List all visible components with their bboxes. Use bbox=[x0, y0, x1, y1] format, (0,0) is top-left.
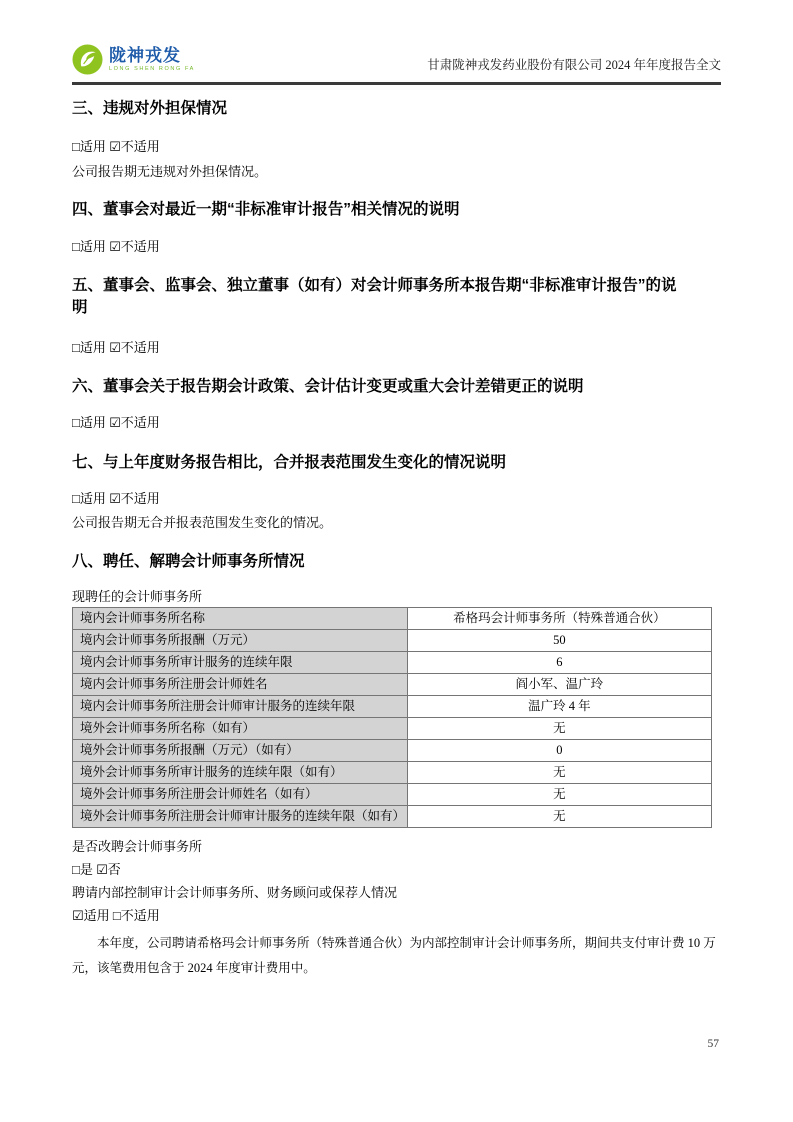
section-heading-4: 四、董事会对最近一期“非标准审计报告”相关情况的说明 bbox=[72, 201, 460, 218]
table-row bbox=[73, 740, 712, 762]
page-content bbox=[72, 98, 721, 981]
row-label: 境内会计师事务所注册会计师审计服务的连续年限 bbox=[73, 696, 408, 718]
row-value: 无 bbox=[407, 718, 711, 740]
section-note: 公司报告期无合并报表范围发生变化的情况。 bbox=[72, 515, 333, 530]
applicability-checkboxes: □适用 ☑不适用 bbox=[72, 491, 160, 506]
section-heading-5: 五、董事会、监事会、独立董事（如有）对会计师事务所本报告期“非标准审计报告”的说明 bbox=[72, 277, 677, 316]
row-label: 境内会计师事务所注册会计师姓名 bbox=[73, 674, 408, 696]
table-row bbox=[73, 630, 712, 652]
row-label: 境外会计师事务所注册会计师审计服务的连续年限（如有） bbox=[73, 806, 408, 828]
table-row bbox=[73, 762, 712, 784]
row-label: 境内会计师事务所审计服务的连续年限 bbox=[73, 652, 408, 674]
auditor-info-table bbox=[72, 607, 712, 828]
answer-internal-control-checkboxes: ☑适用 □不适用 bbox=[72, 908, 160, 923]
table-row bbox=[73, 784, 712, 806]
row-label: 境内会计师事务所名称 bbox=[73, 608, 408, 630]
row-value: 无 bbox=[407, 784, 711, 806]
row-label: 境外会计师事务所名称（如有） bbox=[73, 718, 408, 740]
table-row bbox=[73, 696, 712, 718]
page-header bbox=[72, 0, 721, 85]
applicability-checkboxes: □适用 ☑不适用 bbox=[72, 340, 160, 355]
section-note: 公司报告期无违规对外担保情况。 bbox=[72, 164, 268, 179]
question-change-auditor: 是否改聘会计师事务所 bbox=[72, 839, 203, 854]
logo-brand-cn: 陇神戎发 bbox=[109, 45, 181, 65]
row-label: 境外会计师事务所审计服务的连续年限（如有） bbox=[73, 762, 408, 784]
row-value: 0 bbox=[407, 740, 711, 762]
row-value: 无 bbox=[407, 806, 711, 828]
logo-circle-icon bbox=[72, 44, 103, 75]
answer-change-auditor-checkboxes: □是 ☑否 bbox=[72, 862, 121, 877]
table-row bbox=[73, 608, 712, 630]
row-label: 境内会计师事务所报酬（万元） bbox=[73, 630, 408, 652]
document-title: 甘肃陇神戎发药业股份有限公司 2024 年年度报告全文 bbox=[427, 58, 721, 72]
row-label: 境外会计师事务所注册会计师姓名（如有） bbox=[73, 784, 408, 806]
applicability-checkboxes: □适用 ☑不适用 bbox=[72, 139, 160, 154]
row-value: 温广玲 4 年 bbox=[407, 696, 711, 718]
row-value: 50 bbox=[407, 630, 711, 652]
section-heading-8: 八、聘任、解聘会计师事务所情况 bbox=[72, 553, 305, 570]
table-row bbox=[73, 718, 712, 740]
table-row bbox=[73, 806, 712, 828]
internal-audit-paragraph: 本年度，公司聘请希格玛会计师事务所（特殊普通合伙）为内部控制审计会计师事务所，期间共支付审计费 10 万元，该笔费用包含于 2024 年度审计费用中。 bbox=[72, 936, 716, 975]
applicability-checkboxes: □适用 ☑不适用 bbox=[72, 239, 160, 254]
section-heading-3: 三、违规对外担保情况 bbox=[72, 100, 228, 117]
section-heading-6: 六、董事会关于报告期会计政策、会计估计变更或重大会计差错更正的说明 bbox=[72, 378, 584, 395]
row-value: 阎小军、温广玲 bbox=[407, 674, 711, 696]
row-value: 6 bbox=[407, 652, 711, 674]
table-row bbox=[73, 674, 712, 696]
logo-brand-en: LONG SHEN RONG FA bbox=[109, 65, 195, 72]
applicability-checkboxes: □适用 ☑不适用 bbox=[72, 415, 160, 430]
row-value: 希格玛会计师事务所（特殊普通合伙） bbox=[407, 608, 711, 630]
company-logo bbox=[72, 44, 195, 75]
section-heading-7: 七、与上年度财务报告相比，合并报表范围发生变化的情况说明 bbox=[72, 454, 507, 471]
question-internal-control-auditor: 聘请内部控制审计会计师事务所、财务顾问或保荐人情况 bbox=[72, 885, 398, 900]
row-value: 无 bbox=[407, 762, 711, 784]
page-number: 57 bbox=[707, 1038, 719, 1050]
audit-table-caption: 现聘任的会计师事务所 bbox=[72, 589, 203, 604]
row-label: 境外会计师事务所报酬（万元）（如有） bbox=[73, 740, 408, 762]
table-row bbox=[73, 652, 712, 674]
logo-wordmark bbox=[109, 47, 195, 73]
